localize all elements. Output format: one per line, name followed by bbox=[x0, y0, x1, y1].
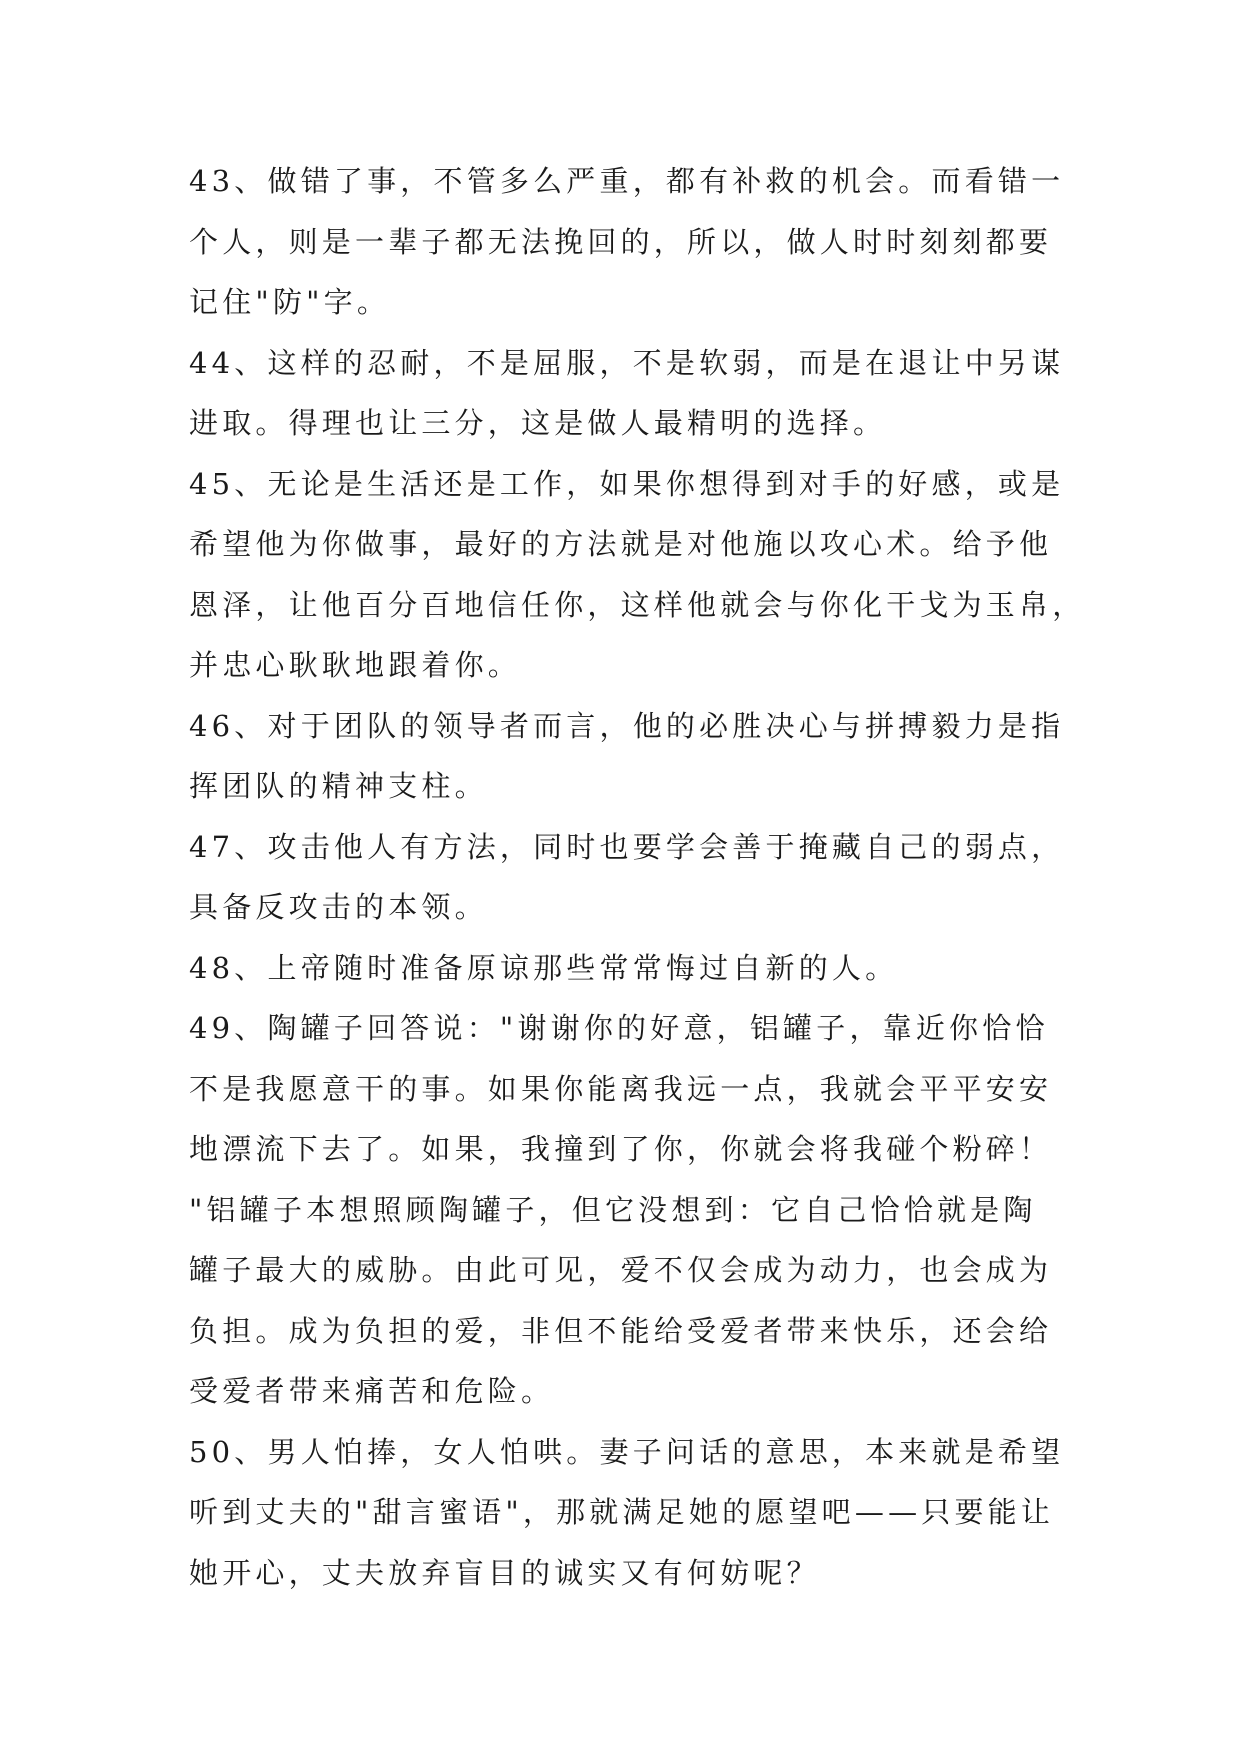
text-line: 记住"防"字。 bbox=[189, 285, 391, 319]
text-line: 进取。得理也让三分，这是做人最精明的选择。 bbox=[189, 406, 887, 440]
text-line: 48、上帝随时准备原谅那些常常悔过自新的人。 bbox=[189, 950, 899, 985]
text-line: 恩泽，让他百分百地信任你，这样他就会与你化干戈为玉帛， bbox=[189, 587, 1086, 622]
text-line: 43、做错了事，不管多么严重，都有补救的机会。而看错一 bbox=[189, 164, 1065, 198]
text-line: 希望他为你做事，最好的方法就是对他施以攻心术。给予他 bbox=[189, 527, 1053, 561]
text-line: 听到丈夫的"甜言蜜语"，那就满足她的愿望吧——只要能让 bbox=[189, 1495, 1055, 1529]
text-line: 44、这样的忍耐，不是屈服，不是软弱，而是在退让中另谋 bbox=[189, 345, 1065, 380]
text-line: "铝罐子本想照顾陶罐子，但它没想到：它自己恰恰就是陶 bbox=[189, 1192, 1037, 1227]
text-line: 具备反攻击的本领。 bbox=[189, 890, 488, 924]
text-line: 47、攻击他人有方法，同时也要学会善于掩藏自己的弱点， bbox=[189, 829, 1065, 864]
text-line: 46、对于团队的领导者而言，他的必胜决心与拼搏毅力是指 bbox=[189, 708, 1065, 743]
text-line: 个人，则是一辈子都无法挽回的，所以，做人时时刻刻都要 bbox=[189, 224, 1053, 259]
document-body bbox=[189, 151, 1086, 1603]
text-line: 罐子最大的威胁。由此可见，爱不仅会成为动力，也会成为 bbox=[189, 1253, 1053, 1287]
text-line: 50、男人怕捧，女人怕哄。妻子问话的意思，本来就是希望 bbox=[189, 1434, 1065, 1469]
text-line: 负担。成为负担的爱，非但不能给受爱者带来快乐，还会给 bbox=[189, 1313, 1053, 1348]
text-line: 45、无论是生活还是工作，如果你想得到对手的好感，或是 bbox=[189, 466, 1065, 501]
text-line: 受爱者带来痛苦和危险。 bbox=[189, 1374, 555, 1408]
text-line: 她开心，丈夫放弃盲目的诚实又有何妨呢？ bbox=[189, 1555, 820, 1590]
text-line: 地漂流下去了。如果，我撞到了你，你就会将我碰个粉碎！ bbox=[189, 1132, 1053, 1166]
text-line: 挥团队的精神支柱。 bbox=[189, 769, 488, 803]
text-line: 不是我愿意干的事。如果你能离我远一点，我就会平平安安 bbox=[189, 1071, 1053, 1106]
text-line: 并忠心耿耿地跟着你。 bbox=[189, 648, 522, 682]
text-line: 49、陶罐子回答说："谢谢你的好意，铝罐子，靠近你恰恰 bbox=[189, 1011, 1049, 1045]
